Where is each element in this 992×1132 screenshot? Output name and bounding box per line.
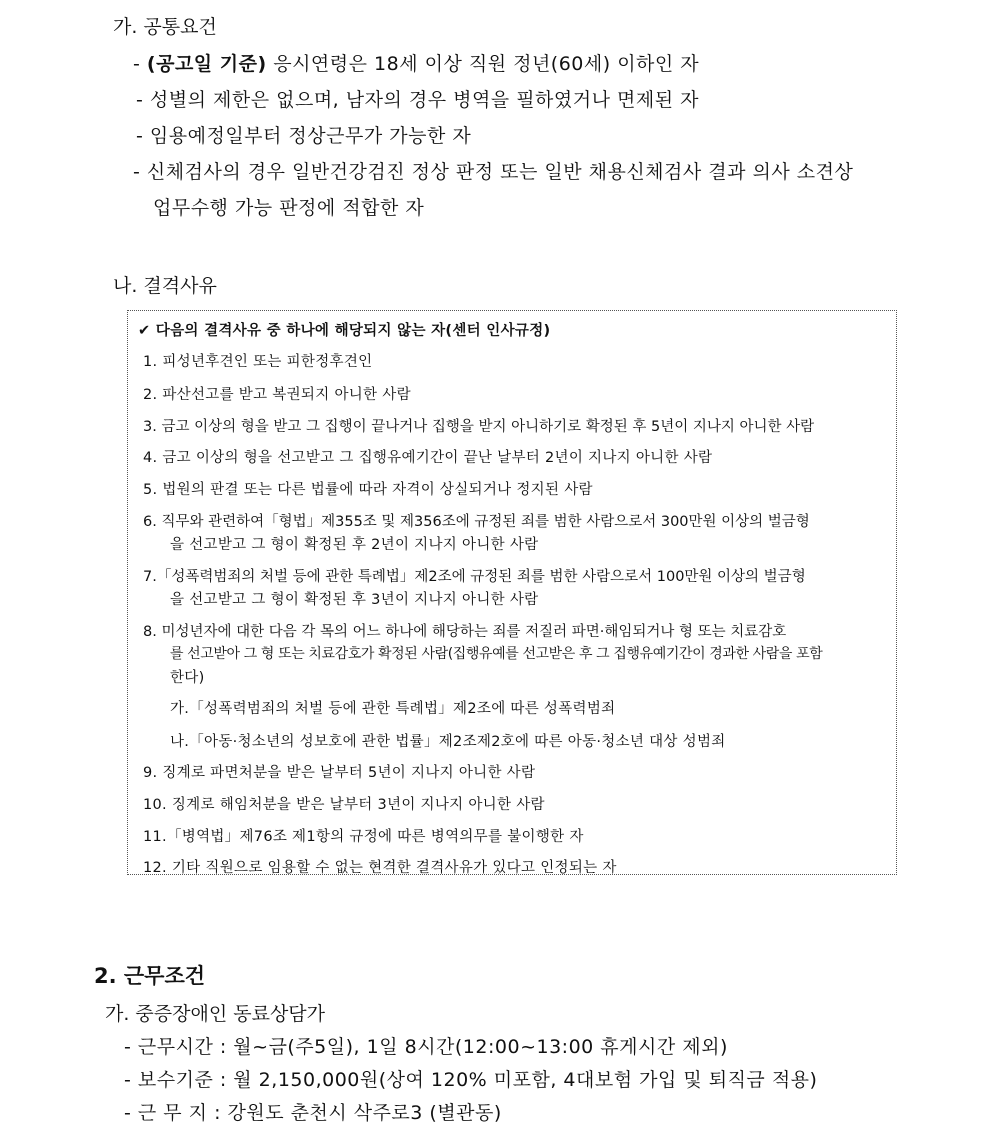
disq-line-3: 3. 금고 이상의 형을 받고 그 집행이 끝나거나 집행을 받지 아니하기로 확정된 후 5년이 지나지 아니한 사람	[143, 419, 815, 435]
common-requirements-heading: 가. 공통요건	[113, 16, 217, 38]
common-item-1	[133, 49, 699, 76]
disq-line-8: 8. 미성년자에 대한 다음 각 목의 어느 하나에 해당하는 죄를 저질러 파면·해임되거나 형 또는 치료감호	[143, 624, 787, 640]
disq-line-6: 6. 직무와 관련하여「형법」제355조 및 제356조에 규정된 죄를 범한 사람으로서 300만원 이상의 벌금형	[143, 514, 810, 530]
disq-line-7-continued: 을 선고받고 그 형이 확정된 후 3년이 지나지 아니한 사람	[170, 592, 539, 608]
disq-line-6-continued: 을 선고받고 그 형이 확정된 후 2년이 지나지 아니한 사람	[170, 537, 539, 553]
disq-line-2: 2. 파산선고를 받고 복권되지 아니한 사람	[143, 387, 411, 403]
disq-line-4: 4. 금고 이상의 형을 선고받고 그 집행유예기간이 끝난 날부터 2년이 지나지 아니한 사람	[143, 450, 713, 466]
disq-line-1: 1. 피성년후견인 또는 피한정후견인	[143, 354, 373, 370]
common-item-4-continued: 업무수행 가능 판정에 적합한 자	[153, 197, 425, 219]
disq-subitem-ga: 가.「성폭력범죄의 처벌 등에 관한 특례법」제2조에 따른 성폭력범죄	[170, 701, 616, 717]
emphasis: (공고일 기준)	[146, 53, 267, 75]
bullet: -	[136, 125, 144, 147]
disq-line-8-continued-2: 한다)	[170, 670, 205, 686]
bullet: -	[133, 53, 141, 75]
bullet: -	[136, 89, 144, 111]
common-item-4	[133, 157, 853, 184]
disq-line-8-continued: 를 선고받아 그 형 또는 치료감호가 확정된 사람(집행유예를 선고받은 후 그 집행유예기간이 경과한 사람을 포함	[170, 646, 823, 662]
disq-line-5: 5. 법원의 판결 또는 다른 법률에 따라 자격이 상실되거나 정지된 사람	[143, 482, 593, 498]
disq-line-10: 10. 징계로 해임처분을 받은 날부터 3년이 지나지 아니한 사람	[143, 797, 545, 813]
disqualification-box	[127, 310, 897, 875]
box-title: ✔ 다음의 결격사유 중 하나에 해당되지 않는 자(센터 인사규정)	[138, 323, 551, 339]
item-text: 임용예정일부터 정상근무가 가능한 자	[149, 125, 472, 147]
common-item-2	[136, 85, 699, 112]
work-location: - 근 무 지 : 강원도 춘천시 삭주로3 (별관동)	[124, 1102, 502, 1124]
item-text: 응시연령은 18세 이상 직원 정년(60세) 이하인 자	[266, 53, 700, 75]
item-text: 성별의 제한은 없으며, 남자의 경우 병역을 필하였거나 면제된 자	[149, 89, 699, 111]
bullet: -	[133, 161, 141, 183]
work-conditions-heading: 2. 근무조건	[94, 964, 206, 988]
disq-line-7: 7.「성폭력범죄의 처벌 등에 관한 특례법」제2조에 규정된 죄를 범한 사람으로서 100만원 이상의 벌금형	[143, 569, 806, 585]
work-hours: - 근무시간 : 월~금(주5일), 1일 8시간(12:00~13:00 휴게시간 제외)	[124, 1036, 728, 1058]
work-subheading: 가. 중증장애인 동료상담가	[105, 1003, 326, 1025]
item-text: 신체검사의 경우 일반건강검진 정상 판정 또는 일반 채용신체검사 결과 의사 소견상	[146, 161, 854, 183]
common-item-3	[136, 121, 471, 148]
disq-line-11: 11.「병역법」제76조 제1항의 규정에 따른 병역의무를 불이행한 자	[143, 829, 584, 845]
work-salary: - 보수기준 : 월 2,150,000원(상여 120% 미포함, 4대보험 가입 및 퇴직금 적용)	[124, 1069, 818, 1091]
disqualification-heading: 나. 결격사유	[113, 275, 217, 297]
disq-subitem-na: 나.「아동·청소년의 성보호에 관한 법률」제2조제2호에 따른 아동·청소년 대상 성범죄	[170, 734, 726, 750]
disq-line-12: 12. 기타 직원으로 임용할 수 없는 현격한 결격사유가 있다고 인정되는 자	[143, 860, 617, 876]
disq-line-9: 9. 징계로 파면처분을 받은 날부터 5년이 지나지 아니한 사람	[143, 765, 536, 781]
